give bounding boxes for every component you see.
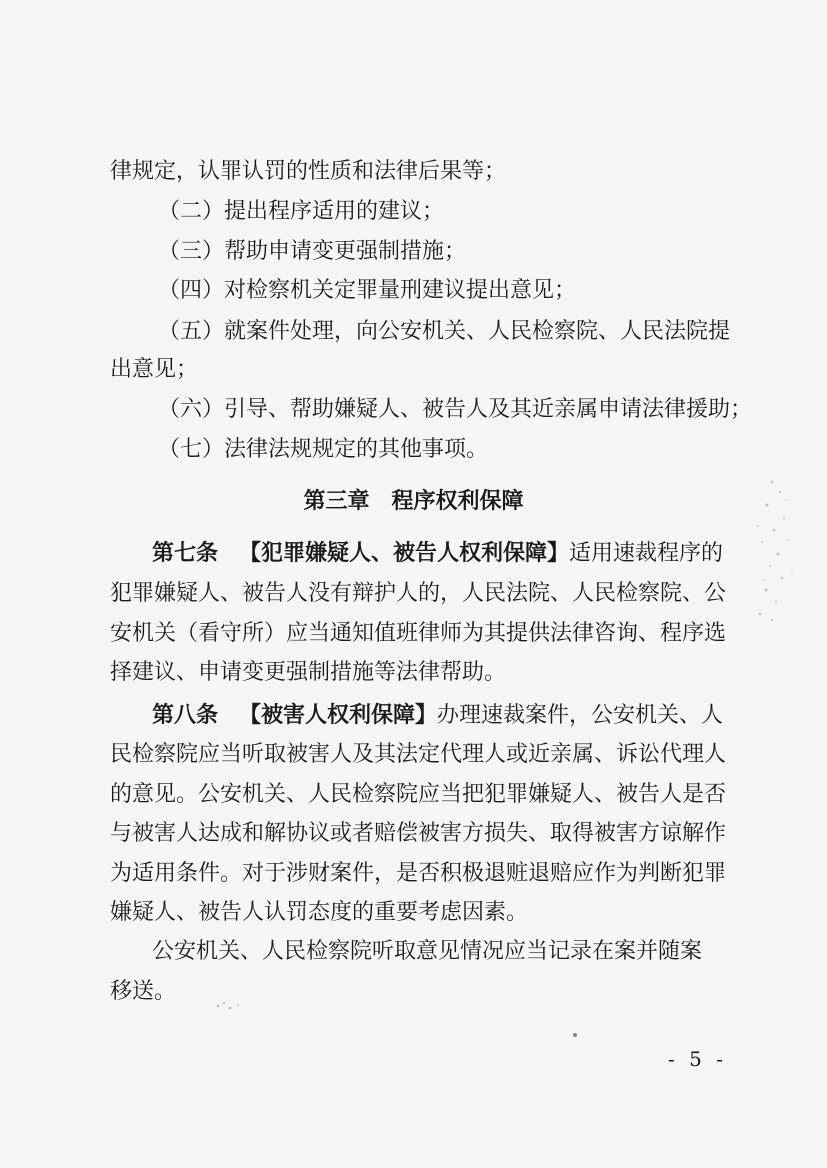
scan-noise-mark: [568, 1028, 582, 1042]
list-item-5-continued: 出意见；: [110, 357, 199, 382]
article7-first-line-text: 适用速裁程序的: [569, 541, 724, 566]
list-item-6: （六）引导、帮助嫌疑人、被告人及其近亲属申请法律援助；: [158, 397, 753, 422]
chapter-heading: 第三章 程序权利保障: [303, 489, 524, 514]
page-number: - 5 -: [668, 1047, 727, 1071]
article7-first-line: [152, 540, 723, 568]
article8-first-line: [152, 702, 723, 730]
article8-line-2: 民检察院应当听取被害人及其法定代理人或近亲属、诉讼代理人: [110, 742, 727, 767]
article8-line-5: 为适用条件。对于涉财案件，是否积极退赃退赔应作为判断犯罪: [110, 861, 727, 886]
article8-line-4: 与被害人达成和解协议或者赔偿被害方损失、取得被害方谅解作: [110, 821, 727, 846]
list-item-5: （五）就案件处理，向公安机关、人民检察院、人民法院提: [158, 319, 731, 344]
article8-number: 第八条: [152, 703, 219, 728]
list-item-3: （三）帮助申请变更强制措施；: [158, 239, 467, 264]
scan-noise-right: [752, 470, 812, 640]
article7-title: 【犯罪嫌疑人、被告人权利保障】: [239, 541, 570, 566]
closing-line-1: 公安机关、人民检察院听取意见情况应当记录在案并随案: [152, 939, 703, 964]
list-item-4: （四）对检察机关定罪量刑建议提出意见；: [158, 278, 577, 303]
article7-line-4: 择建议、申请变更强制措施等法律帮助。: [110, 660, 507, 685]
article8-line-3: 的意见。公安机关、人民检察院应当把犯罪嫌疑人、被告人是否: [110, 782, 727, 807]
article7-line-2: 犯罪嫌疑人、被告人没有辩护人的，人民法院、人民检察院、公: [110, 581, 727, 606]
article8-first-line-text: 办理速裁案件，公安机关、人: [437, 703, 724, 728]
list-item-7: （七）法律法规规定的其他事项。: [158, 437, 489, 462]
list-item-2: （二）提出程序适用的建议；: [158, 199, 445, 224]
article8-title: 【被害人权利保障】: [239, 703, 438, 728]
closing-line-2: 移送。: [110, 979, 177, 1004]
article7-number: 第七条: [152, 541, 219, 566]
article7-line-3: 安机关（看守所）应当通知值班律师为其提供法律咨询、程序选: [110, 621, 727, 646]
article8-line-6: 嫌疑人、被告人认罚态度的重要考虑因素。: [110, 900, 529, 925]
text-line-1: 律规定，认罪认罚的性质和法律后果等；: [110, 159, 507, 184]
scan-noise-bottom: [210, 996, 250, 1016]
